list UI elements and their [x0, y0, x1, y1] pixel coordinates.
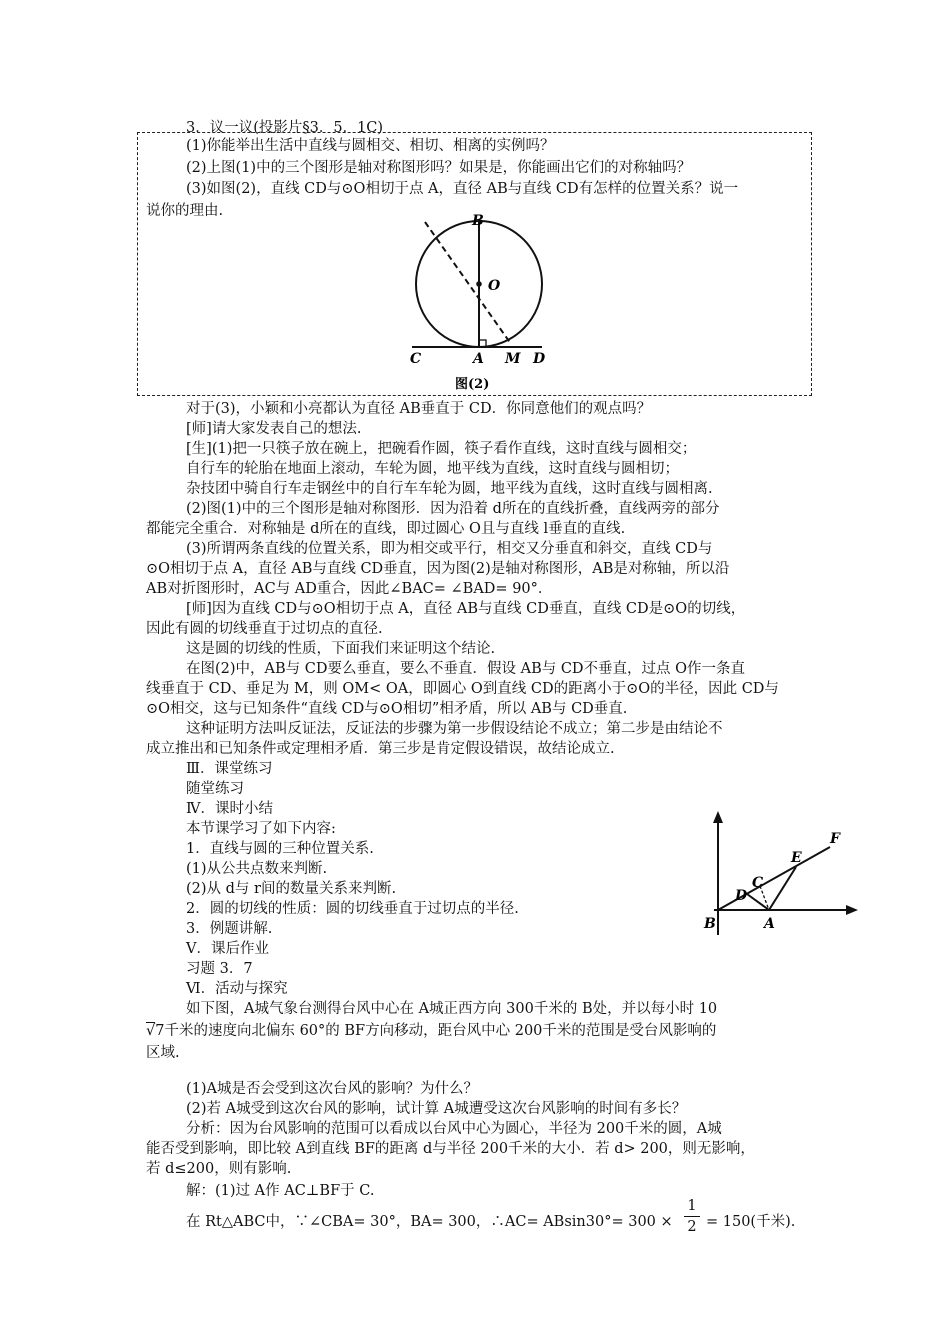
body-line: (2)图(1)中的三个图形是轴对称图形．因为沿着 d所在的直线折叠，直线两旁的部分 — [186, 501, 720, 517]
label-d: D — [735, 888, 748, 904]
circle-tangent-figure — [400, 210, 560, 395]
fraction — [684, 1198, 700, 1235]
section-heading: 3．议一议(投影片§3．5．1C) — [186, 120, 384, 136]
body-line: [师]因为直线 CD与⊙O相切于点 A，直径 AB与直线 CD垂直，直线 CD是⊙O的切线， — [186, 601, 746, 617]
sqrt-symbol: √ — [146, 1023, 156, 1039]
body-line: = 150(千米). — [706, 1214, 796, 1230]
body-line: 若 d≤200，则有影响. — [146, 1161, 292, 1177]
label-f: F — [830, 831, 840, 847]
body-line: 对于(3)，小颖和小亮都认为直径 AB垂直于 CD．你同意他们的观点吗？ — [186, 401, 652, 417]
figure-caption: 图(2) — [455, 377, 490, 392]
body-line: 自行车的轮胎在地面上滚动，车轮为圆，地平线为直线，这时直线与圆相切； — [186, 461, 679, 477]
body-line: (2)从 d与 r间的数量关系来判断. — [186, 881, 397, 897]
body-line: 2．圆的切线的性质：圆的切线垂直于过切点的半径. — [186, 901, 519, 917]
typhoon-figure — [700, 805, 865, 940]
label-e: E — [791, 850, 802, 866]
section-title: Ⅳ．课时小结 — [186, 801, 273, 817]
label-a: A — [473, 351, 484, 367]
body-line: 如下图，A城气象台测得台风中心在 A城正西方向 300千米的 B处，并以每小时 10 — [186, 1001, 718, 1017]
label-b: B — [704, 916, 716, 932]
body-line: 都能完全重合．对称轴是 d所在的直线，即过圆心 O且与直线 l垂直的直线. — [146, 521, 626, 537]
center-point — [476, 281, 482, 287]
question-2: (2)上图(1)中的三个图形是轴对称图形吗？如果是，你能画出它们的对称轴吗？ — [186, 160, 692, 176]
question-3-line-1: (3)如图(2)，直线 CD与⊙O相切于点 A，直径 AB与直线 CD有怎样的位置关系？说一 — [186, 181, 739, 197]
label-c: C — [410, 351, 422, 367]
label-d: D — [533, 351, 546, 367]
label-c: C — [752, 875, 764, 891]
body-line: 习题 3．7 — [186, 961, 253, 977]
east-arrow-icon — [846, 905, 858, 915]
body-line: 线垂直于 CD、垂足为 M，则 OM< OA，即圆心 O到直线 CD的距离小于⊙O的半径，因此 CD与 — [146, 681, 779, 697]
body-line: ⊙O相交，这与已知条件“直线 CD与⊙O相切”相矛盾，所以 AB与 CD垂直. — [146, 701, 628, 717]
body-line: [师]请大家发表自己的想法. — [186, 421, 362, 437]
fraction-bar — [684, 1216, 700, 1217]
body-line: 区域. — [146, 1045, 180, 1061]
body-line: ⊙O相切于点 A，直径 AB与直线 CD垂直，因为图(2)是轴对称图形，AB是对称轴，所以沿 — [146, 561, 730, 577]
section-title: Ⅲ．课堂练习 — [186, 761, 273, 777]
body-line: 在图(2)中，AB与 CD要么垂直，要么不垂直．假设 AB与 CD不垂直，过点 O作一条直 — [186, 661, 746, 677]
fraction-denominator: 2 — [687, 1219, 697, 1235]
body-line: AB对折图形时，AC与 AD重合，因此∠BAC= ∠BAD= 90°． — [146, 581, 553, 597]
body-line: 能否受到影响，即比较 A到直线 BF的距离 d与半径 200千米的大小．若 d> 200，则无影响， — [146, 1141, 755, 1157]
section-title: Ⅴ．课后作业 — [186, 941, 269, 957]
label-a: A — [764, 916, 775, 932]
body-line: [生](1)把一只筷子放在碗上，把碗看作圆，筷子看作直线，这时直线与圆相交； — [186, 441, 697, 457]
label-m: M — [505, 351, 521, 367]
body-line: (1)从公共点数来判断. — [186, 861, 328, 877]
body-line: 这种证明方法叫反证法，反证法的步骤为第一步假设结论不成立；第二步是由结论不 — [186, 721, 723, 737]
body-line: 本节课学习了如下内容: — [186, 821, 336, 837]
fraction-numerator: 1 — [687, 1198, 697, 1214]
body-line: 解：(1)过 A作 AC⊥BF于 C. — [186, 1183, 375, 1199]
body-line: 成立推出和已知条件或定理相矛盾．第三步是肯定假设错误，故结论成立. — [146, 741, 615, 757]
label-b: B — [472, 213, 484, 229]
body-line: 这是圆的切线的性质，下面我们来证明这个结论. — [186, 641, 496, 657]
body-line: 因此有圆的切线垂直于过切点的直径. — [146, 621, 383, 637]
body-line: 随堂练习 — [186, 781, 244, 797]
north-arrow-icon — [713, 811, 723, 823]
body-line: 1．直线与圆的三种位置关系. — [186, 841, 374, 857]
question-1: (1)你能举出生活中直线与圆相交、相切、相离的实例吗？ — [186, 138, 555, 154]
label-o: O — [488, 278, 501, 294]
section-title: Ⅵ．活动与探究 — [186, 981, 288, 997]
question-line: (2)若 A城受到这次台风的影响，试计算 A城遭受这次台风影响的时间有多长？ — [186, 1101, 687, 1117]
sqrt-line: √7千米的速度向北偏东 60°的 BF方向移动，距台风中心 200千米的范围是受台风影响的 — [146, 1023, 717, 1039]
body-line: 分析：因为台风影响的范围可以看成以台风中心为圆心，半径为 200千米的圆，A城 — [186, 1121, 722, 1137]
body-line: 杂技团中骑自行车走钢丝中的自行车车轮为圆，地平线为直线，这时直线与圆相离. — [186, 481, 713, 497]
body-line: 3．例题讲解. — [186, 921, 273, 937]
question-3-line-2: 说你的理由. — [146, 203, 224, 219]
question-line: (1)A城是否会受到这次台风的影响？为什么？ — [186, 1081, 479, 1097]
body-line: (3)所谓两条直线的位置关系，即为相交或平行，相交又分垂直和斜交，直线 CD与 — [186, 541, 713, 557]
body-line: 在 Rt△ABC中，∵∠CBA= 30°，BA= 300，∴AC= ABsin30°= 300 × — [186, 1214, 673, 1230]
